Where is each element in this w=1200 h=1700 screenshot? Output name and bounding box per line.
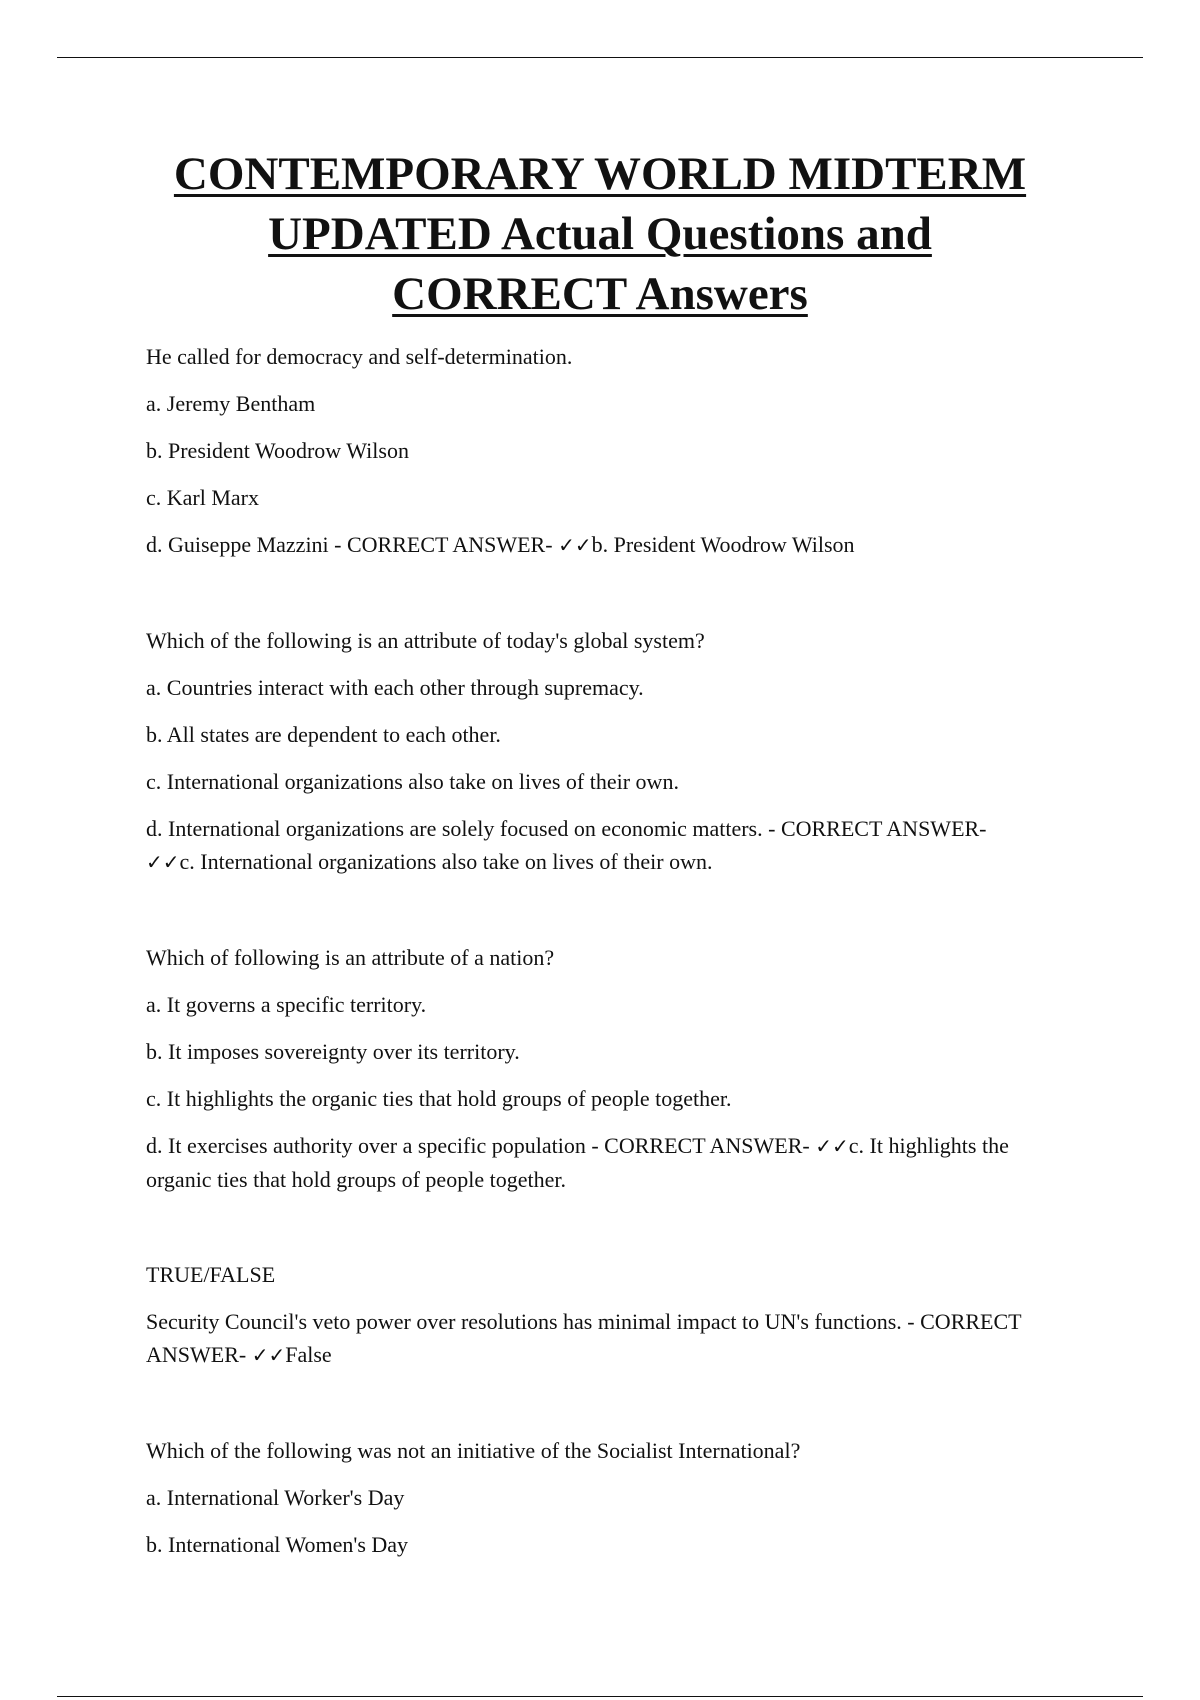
option-a: a. International Worker's Day [146,1485,405,1510]
question-4 [146,1258,1026,1372]
statement: Security Council's veto power over resolutions has minimal impact to UN's functions. - CORRECT ANSWER- [146,1309,1022,1367]
correct-answer: b. President Woodrow Wilson [591,532,855,557]
title-line-3: CORRECT Answers [392,268,808,320]
option-c: c. It highlights the organic ties that hold groups of people together. [146,1086,732,1111]
option-c: c. Karl Marx [146,485,260,510]
option-b: b. International Women's Day [146,1532,409,1557]
title-line-2: UPDATED Actual Questions and [268,208,932,260]
question-3 [146,941,1026,1196]
question-5 [146,1434,1026,1561]
check-icon: ✓✓ [146,850,180,874]
correct-answer: c. It highlights the organic ties that hold groups of people together. [146,1133,1009,1192]
check-icon: ✓✓ [251,1343,286,1367]
option-b: b. It imposes sovereignty over its territory. [146,1039,520,1064]
title-line-1: CONTEMPORARY WORLD MIDTERM [173,148,1027,200]
correct-answer: False [285,1342,332,1367]
question-prompt: TRUE/FALSE [146,1262,276,1287]
question-prompt: Which of the following was not an initiative of the Socialist International? [146,1438,801,1463]
question-prompt: Which of the following is an attribute of today's global system? [146,628,705,653]
option-d: d. International organizations are solely focused on economic matters. - CORRECT ANSWER- [146,816,987,841]
document-title [100,144,1100,324]
option-d-with-answer [146,812,1026,879]
option-c: c. International organizations also take on lives of their own. [146,769,679,794]
top-rule [57,57,1143,58]
option-d-with-answer [146,528,1026,562]
correct-answer: c. International organizations also take on lives of their own. [179,849,713,874]
option-a: a. Countries interact with each other through supremacy. [146,675,644,700]
check-icon: ✓✓ [815,1134,849,1158]
option-d-with-answer [146,1129,1026,1196]
option-b: b. All states are dependent to each other. [146,722,501,747]
bottom-rule [57,1696,1143,1697]
option-b: b. President Woodrow Wilson [146,438,409,463]
question-1 [146,340,1026,562]
statement-with-answer [146,1305,1026,1372]
question-list [146,340,1026,1623]
check-icon: ✓✓ [558,533,592,557]
option-a: a. It governs a specific territory. [146,992,427,1017]
question-prompt: Which of following is an attribute of a nation? [146,945,555,970]
option-a: a. Jeremy Bentham [146,391,316,416]
question-2 [146,624,1026,879]
option-d: d. It exercises authority over a specific population - CORRECT ANSWER- [146,1133,816,1158]
option-d: d. Guiseppe Mazzini - CORRECT ANSWER- [146,532,559,557]
question-prompt: He called for democracy and self-determination. [146,344,573,369]
